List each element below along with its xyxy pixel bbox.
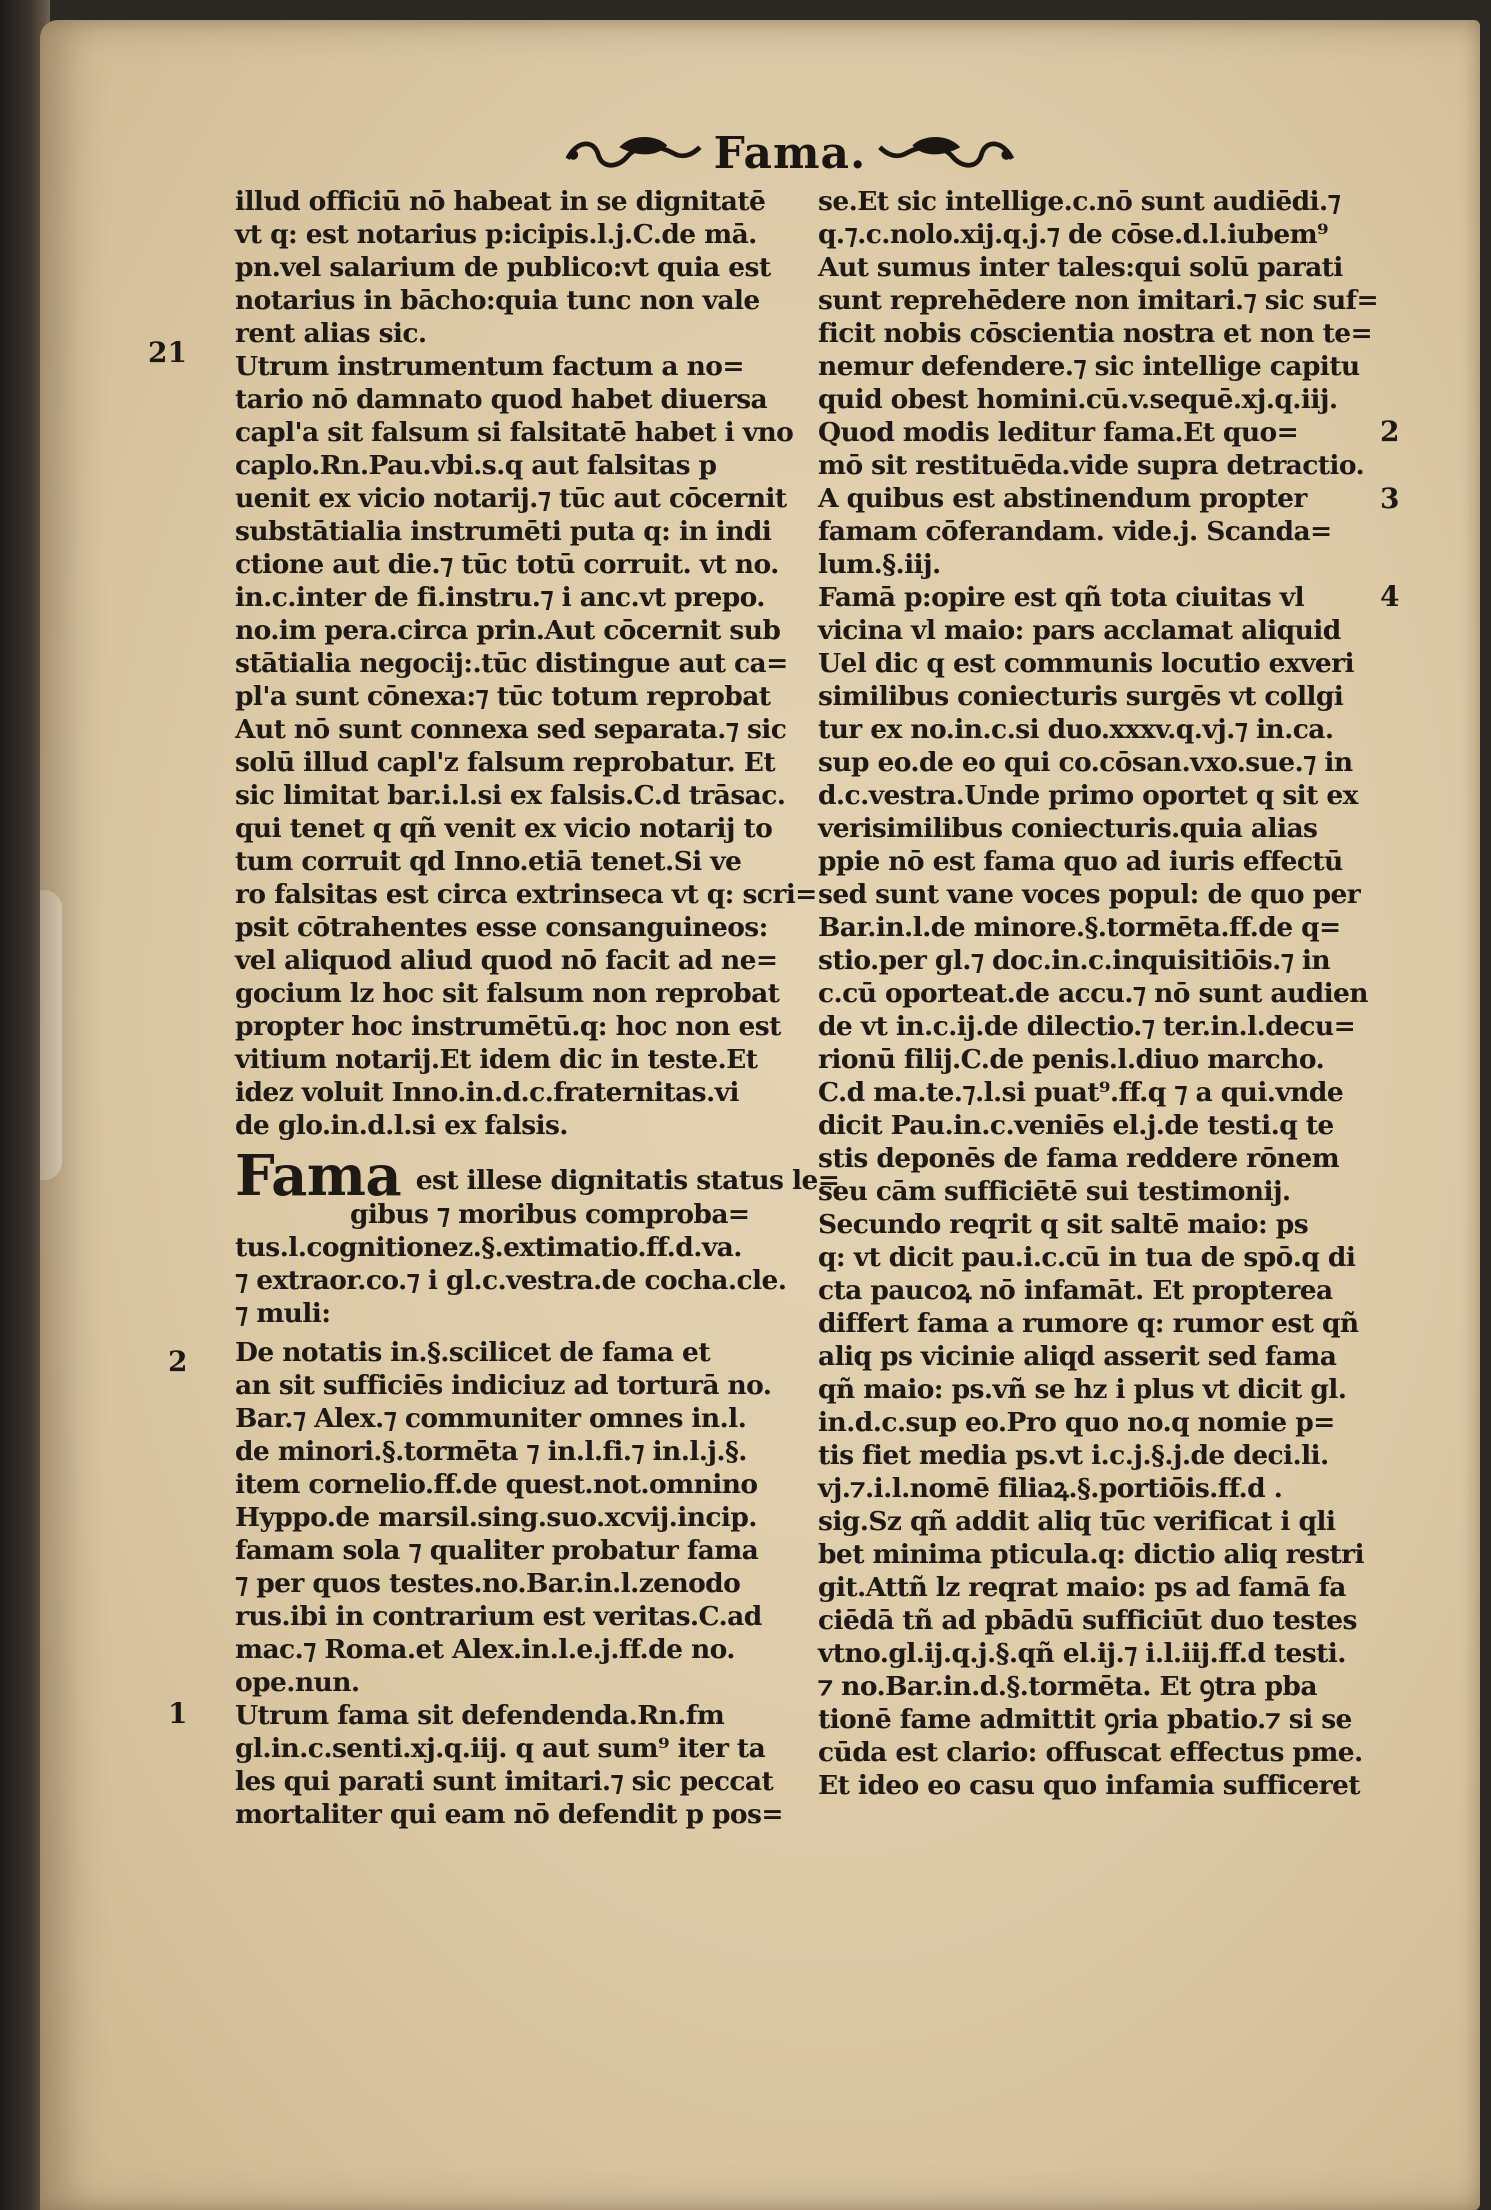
text-line: Famā p:opire est qñ tota ciuitas vl [818,582,1304,613]
text-line: git.Attñ lz reqrat maio: ps ad famā fa [818,1572,1346,1603]
text-line: gibus ⁊ moribus comproba= [350,1199,750,1230]
text-line: stātialia negocij:.tūc distingue aut ca= [235,648,788,679]
text-line: vj.⁊.i.l.nomē filiaꝝ.§.portiōis.ff.d . [818,1473,1283,1504]
text-line: tur ex no.in.c.si duo.xxxv.q.vj.⁊ in.ca. [818,714,1334,745]
text-line: differt fama a rumore q: rumor est qñ [818,1308,1359,1339]
text-line: qñ maio: ps.vñ se hz i plus vt dicit gl. [818,1374,1347,1405]
text-line: rus.ibi in contrarium est veritas.C.ad [235,1601,762,1632]
text-line: rionū filij.C.de penis.l.diuo marcho. [818,1044,1325,1075]
text-line: similibus coniecturis surgēs vt collgi [818,681,1344,712]
page-clip [40,890,62,1180]
text-line: Aut nō sunt connexa sed separata.⁊ sic [235,714,787,745]
text-line: ro falsitas est circa extrinseca vt q: scri= [235,879,817,910]
text-line: vel aliquod aliud quod nō facit ad ne= [235,945,778,976]
text-line: bet minima pticula.q: dictio aliq restri [818,1539,1364,1570]
text-line: sig.Sz qñ addit aliq tūc verificat i qli [818,1506,1336,1537]
text-line: q.⁊.c.nolo.xij.q.j.⁊ de cōse.d.l.iubem⁹ [818,219,1329,250]
text-line: aliq ps vicinie aliqd asserit sed fama [818,1341,1337,1372]
text-line: verisimilibus coniecturis.quia alias [818,813,1318,844]
text-line: psit cōtrahentes esse consanguineos: [235,912,768,943]
text-line: famam cōferandam. vide.j. Scanda= [818,516,1332,547]
text-line: ficit nobis cōscientia nostra et non te= [818,318,1373,349]
text-line: tis fiet media ps.vt i.c.j.§.j.de deci.li. [818,1440,1329,1471]
margin-number: 1 [168,1697,188,1730]
margin-number: 21 [148,336,187,369]
text-line: C.d ma.te.⁊.l.si puat⁹.ff.q ⁊ a qui.vnde [818,1077,1344,1108]
text-line: sic limitat bar.i.l.si ex falsis.C.d trāsac. [235,780,786,811]
text-line: idez voluit Inno.in.d.c.fraternitas.vi [235,1077,739,1108]
text-line: ctione aut die.⁊ tūc totū corruit. vt no. [235,549,779,580]
text-line: notarius in bācho:quia tunc non vale [235,285,760,316]
text-line: ⁊ extraor.co.⁊ i gl.c.vestra.de cocha.cle. [235,1265,787,1296]
text-line: in.c.inter de fi.instru.⁊ i anc.vt prepo. [235,582,765,613]
text-line: mō sit restituēda.vide supra detractio. [818,450,1365,481]
text-line: Uel dic q est communis locutio exveri [818,648,1354,679]
text-line: tus.l.cognitionez.§.extimatio.ff.d.va. [235,1232,742,1263]
text-line: tario nō damnato quod habet diuersa [235,384,768,415]
text-line: Secundo reqrit q sit saltē maio: ps [818,1209,1309,1240]
text-line: se.Et sic intellige.c.nō sunt audiēdi.⁊ [818,186,1341,217]
text-line: cūda est clario: offuscat effectus pme. [818,1737,1363,1768]
running-header [560,118,1020,188]
text-line: substātialia instrumēti puta q: in indi [235,516,772,547]
text-line: dicit Pau.in.c.veniēs el.j.de testi.q te [818,1110,1334,1141]
margin-number: 4 [1380,580,1400,613]
text-line: lum.§.iij. [818,549,941,580]
text-line: famam sola ⁊ qualiter probatur fama [235,1535,759,1566]
text-line: in.d.c.sup eo.Pro quo no.q nomie p= [818,1407,1335,1438]
text-line: les qui parati sunt imitari.⁊ sic peccat [235,1766,774,1797]
text-line: de vt in.c.ij.de dilectio.⁊ ter.in.l.decu= [818,1011,1356,1042]
text-line: propter hoc instrumētū.q: hoc non est [235,1011,781,1042]
text-line: Aut sumus inter tales:qui solū parati [818,252,1343,283]
text-line: caplo.Rn.Pau.vbi.s.q aut falsitas p [235,450,717,481]
text-line: Bar.in.l.de minore.§.tormēta.ff.de q= [818,912,1341,943]
text-line: d.c.vestra.Unde primo oportet q sit ex [818,780,1358,811]
text-line: tum corruit qd Inno.etiā tenet.Si ve [235,846,742,877]
text-line: item cornelio.ff.de quest.not.omnino [235,1469,758,1500]
margin-number: 2 [168,1345,188,1378]
running-title: Fama. [713,127,867,179]
text-line: gocium lz hoc sit falsum non reprobat [235,978,780,1009]
text-line: Et ideo eo casu quo infamia sufficeret [818,1770,1360,1801]
text-line-body: est illese dignitatis status le= [415,1165,840,1196]
text-line: vitium notarij.Et idem dic in teste.Et [235,1044,758,1075]
text-line: qui tenet q qñ venit ex vicio notarij to [235,813,773,844]
text-line: ⁊ per quos testes.no.Bar.in.l.zenodo [235,1568,741,1599]
right-ornament-icon [876,125,1020,181]
text-line: quid obest homini.cū.v.sequē.xj.q.iij. [818,384,1338,415]
text-line: cta paucoꝝ nō infamāt. Et propterea [818,1275,1333,1306]
text-line: an sit sufficiēs indiciuz ad torturā no. [235,1370,772,1401]
right-column [818,185,1379,1802]
text-line: De notatis in.§.scilicet de fama et [235,1337,710,1368]
text-line: uenit ex vicio notarij.⁊ tūc aut cōcernit [235,483,787,514]
text-line [235,1142,840,1209]
text-line: ciēdā tñ ad pbādū sufficiūt duo testes [818,1605,1357,1636]
text-line: stio.per gl.⁊ doc.in.c.inquisitiōis.⁊ in [818,945,1331,976]
text-line: sed sunt vane voces popul: de quo per [818,879,1361,910]
text-line: ope.nun. [235,1667,360,1698]
text-line: rent alias sic. [235,318,427,349]
margin-number: 3 [1380,482,1400,515]
text-line: A quibus est abstinendum propter [818,483,1307,514]
text-line: Bar.⁊ Alex.⁊ communiter omnes in.l. [235,1403,747,1434]
text-line: vtno.gl.ij.q.j.§.qñ el.ij.⁊ i.l.iij.ff.d testi. [818,1638,1346,1669]
text-line: ⁊ no.Bar.in.d.§.tormēta. Et ꝯtra pba [818,1671,1317,1702]
text-line: vicina vl maio: pars acclamat aliquid [818,615,1341,646]
text-line: ⁊ muli: [235,1298,331,1329]
left-column [235,185,840,1831]
text-line: Utrum fama sit defendenda.Rn.fm [235,1700,725,1731]
text-line: seu cām sufficiētē sui testimonij. [818,1176,1291,1207]
text-line: Quod modis leditur fama.Et quo= [818,417,1299,448]
text-line: pn.vel salarium de publico:vt quia est [235,252,771,283]
text-line: Utrum instrumentum factum a no= [235,351,744,382]
text-line: gl.in.c.senti.xj.q.iij. q aut sum⁹ iter ta [235,1733,766,1764]
text-line: de glo.in.d.l.si ex falsis. [235,1110,568,1141]
text-line: tionē fame admittit ꝯria pbatio.⁊ si se [818,1704,1352,1735]
text-line: sup eo.de eo qui co.cōsan.vxo.sue.⁊ in [818,747,1353,778]
text-line: vt q: est notarius p:icipis.l.j.C.de mā. [235,219,757,250]
text-line: q: vt dicit pau.i.c.cū in tua de spō.q di [818,1242,1356,1273]
margin-number: 2 [1380,415,1400,448]
text-line: no.im pera.circa prin.Aut cōcernit sub [235,615,781,646]
left-ornament-icon [560,125,704,181]
text-line: sunt reprehēdere non imitari.⁊ sic suf= [818,285,1379,316]
text-line: pl'a sunt cōnexa:⁊ tūc totum reprobat [235,681,771,712]
text-line: capl'a sit falsum si falsitatē habet i vno [235,417,794,448]
text-line: mac.⁊ Roma.et Alex.in.l.e.j.ff.de no. [235,1634,735,1665]
text-line: mortaliter qui eam nō defendit p pos= [235,1799,783,1830]
text-line: illud officiū nō habeat in se dignitatē [235,186,766,217]
text-line: c.cū oporteat.de accu.⁊ nō sunt audien [818,978,1368,1009]
text-line: solū illud capl'z falsum reprobatur. Et [235,747,775,778]
text-line: nemur defendere.⁊ sic intellige capitu [818,351,1360,382]
text-line: stis deponēs de fama reddere rōnem [818,1143,1340,1174]
text-line: ppie nō est fama quo ad iuris effectū [818,846,1343,877]
text-line: Hyppo.de marsil.sing.suo.xcvij.incip. [235,1502,757,1533]
book-page [40,20,1480,2210]
fama-initial: Fama [235,1143,402,1209]
text-line: de minori.§.tormēta ⁊ in.l.fi.⁊ in.l.j.§. [235,1436,747,1467]
